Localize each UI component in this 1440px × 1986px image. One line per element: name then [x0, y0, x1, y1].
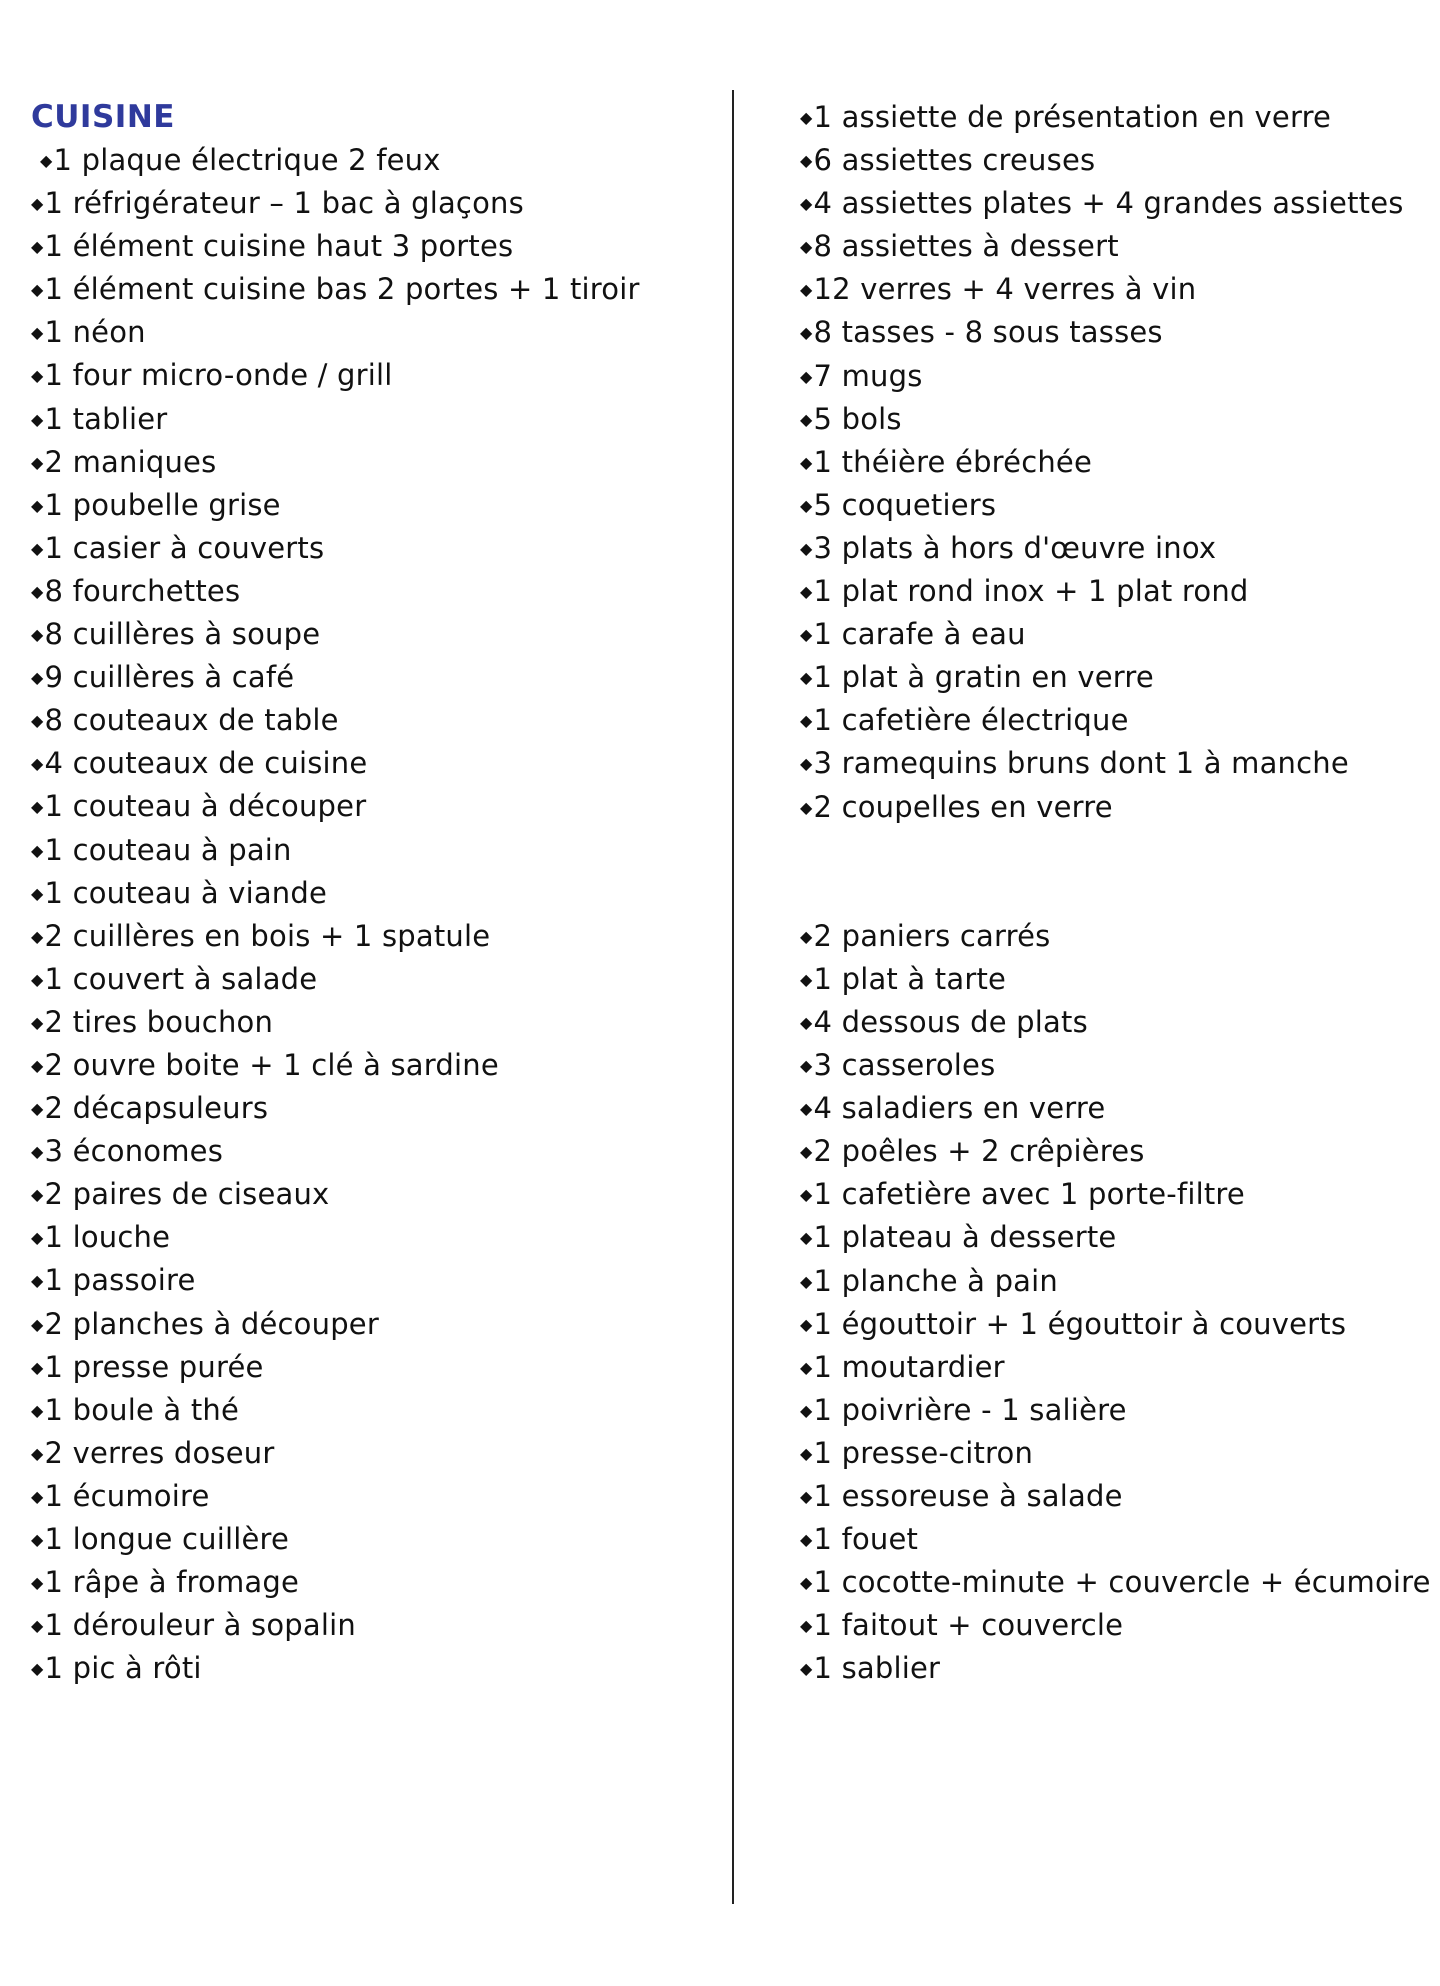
list-item: [31, 1475, 731, 1518]
item-text: 1 plat à tarte: [813, 961, 1007, 996]
item-text: 2 paires de ciseaux: [44, 1177, 330, 1212]
list-item: [31, 398, 731, 441]
item-text: 1 carafe à eau: [813, 617, 1026, 652]
item-text: 1 casier à couverts: [44, 530, 325, 565]
list-item: [31, 354, 731, 397]
bullet-icon: ◆: [800, 1357, 813, 1377]
list-item: [31, 958, 731, 1001]
bullet-icon: ◆: [31, 237, 44, 257]
item-text: 4 dessous de plats: [813, 1004, 1088, 1039]
item-text: 1 plaque électrique 2 feux: [53, 143, 441, 177]
bullet-icon: ◆: [31, 883, 44, 903]
item-text: 1 planche à pain: [813, 1263, 1058, 1298]
bullet-icon: ◆: [31, 1314, 44, 1334]
bullet-icon: ◆: [31, 1142, 44, 1162]
item-text: 1 râpe à fromage: [44, 1565, 300, 1600]
list-item: [31, 1130, 731, 1173]
item-text: 8 assiettes à dessert: [813, 229, 1119, 264]
list-item: [31, 1604, 731, 1647]
list-item: [800, 268, 1420, 311]
item-text: 2 ouvre boite + 1 clé à sardine: [44, 1047, 499, 1082]
bullet-icon: ◆: [31, 797, 44, 817]
bullet-icon: ◆: [31, 1659, 44, 1679]
item-text: 1 élément cuisine haut 3 portes: [44, 229, 514, 264]
bullet-icon: ◆: [800, 1659, 813, 1679]
list-item: [800, 139, 1420, 182]
item-text: 1 élément cuisine bas 2 portes + 1 tiroir: [44, 272, 640, 307]
item-text: 1 louche: [44, 1220, 171, 1255]
list-item: [800, 1475, 1420, 1518]
list-item: [31, 268, 731, 311]
item-text: 1 écumoire: [44, 1478, 210, 1513]
bullet-icon: ◆: [31, 1228, 44, 1248]
bullet-icon: ◆: [31, 452, 44, 472]
bullet-icon: ◆: [31, 1055, 44, 1075]
bullet-icon: ◆: [31, 1486, 44, 1506]
list-item: [800, 958, 1420, 1001]
list-item: [31, 1259, 731, 1302]
list-item: [31, 527, 731, 570]
list-item: [800, 1346, 1420, 1389]
bullet-icon: ◆: [31, 1616, 44, 1636]
item-text: 1 couteau à viande: [44, 875, 328, 910]
bullet-icon: ◆: [31, 969, 44, 989]
item-text: 1 réfrigérateur – 1 bac à glaçons: [44, 186, 524, 221]
bullet-icon: ◆: [31, 366, 44, 386]
list-item: [31, 656, 731, 699]
bullet-icon: ◆: [31, 323, 44, 343]
list-item: [800, 311, 1420, 354]
item-text: 1 égouttoir + 1 égouttoir à couverts: [813, 1306, 1347, 1341]
bullet-icon: ◆: [800, 1012, 813, 1032]
list-item: [31, 311, 731, 354]
list-item: [800, 1518, 1420, 1561]
bullet-icon: ◆: [800, 1573, 813, 1593]
bullet-icon: ◆: [800, 668, 813, 688]
list-item: [800, 1216, 1420, 1259]
bullet-icon: ◆: [800, 323, 813, 343]
item-text: 6 assiettes creuses: [813, 143, 1096, 178]
group-spacer: [800, 829, 1420, 915]
list-item: [31, 1346, 731, 1389]
section-title: CUISINE: [31, 99, 175, 135]
item-text: 1 tablier: [44, 401, 168, 436]
list-item: [31, 1173, 731, 1216]
list-item: [800, 527, 1420, 570]
list-item: [31, 1044, 731, 1087]
item-text: 1 cafetière avec 1 porte-filtre: [813, 1177, 1245, 1212]
bullet-icon: ◆: [800, 1487, 813, 1506]
bullet-icon: ◆: [800, 1228, 813, 1248]
item-text: 1 pic à rôti: [44, 1651, 202, 1686]
list-item: [31, 182, 731, 225]
list-item: [800, 398, 1420, 441]
item-text: 3 ramequins bruns dont 1 à manche: [813, 746, 1349, 781]
list-item: [800, 656, 1420, 699]
list-item: [31, 915, 731, 958]
item-text: 8 couteaux de table: [44, 703, 339, 738]
right-column-list: [800, 96, 1431, 1690]
item-text: 1 sablier: [813, 1651, 941, 1686]
bullet-icon: ◆: [31, 409, 44, 429]
item-text: 7 mugs: [813, 358, 923, 393]
item-text: 1 cafetière électrique: [813, 703, 1129, 738]
bullet-icon: ◆: [800, 797, 813, 817]
bullet-icon: ◆: [800, 625, 813, 645]
list-item: [31, 441, 731, 484]
list-item: [31, 1216, 731, 1259]
bullet-icon: ◆: [800, 538, 813, 558]
list-item: [800, 699, 1420, 742]
bullet-icon: ◆: [31, 1271, 44, 1291]
bullet-icon: ◆: [800, 926, 813, 946]
item-text: 1 presse-citron: [813, 1435, 1034, 1470]
list-item: [31, 742, 731, 785]
list-item: [31, 1087, 731, 1130]
bullet-icon: ◆: [31, 194, 44, 214]
item-text: 1 plat rond inox + 1 plat rond: [813, 574, 1249, 609]
bullet-icon: ◆: [31, 625, 44, 645]
list-item: [31, 785, 731, 828]
item-text: 1 théière ébréchée: [813, 444, 1093, 479]
item-text: 1 plateau à desserte: [813, 1220, 1117, 1255]
list-item: [800, 355, 1420, 398]
item-text: 12 verres + 4 verres à vin: [813, 272, 1197, 307]
item-text: 2 maniques: [44, 444, 217, 479]
list-item: [800, 915, 1420, 958]
item-text: 4 saladiers en verre: [813, 1091, 1106, 1126]
bullet-icon: ◆: [31, 1573, 44, 1593]
bullet-icon: ◆: [31, 926, 44, 946]
item-text: 5 coquetiers: [813, 487, 997, 522]
item-text: 1 couteau à découper: [44, 789, 367, 824]
bullet-icon: ◆: [31, 1530, 44, 1549]
list-item: [800, 1389, 1420, 1432]
item-text: 3 plats à hors d'œuvre inox: [813, 530, 1217, 565]
item-text: 2 paniers carrés: [813, 918, 1051, 953]
list-item: [800, 613, 1420, 656]
bullet-icon: ◆: [800, 237, 813, 257]
bullet-icon: ◆: [800, 1530, 813, 1550]
list-item: [800, 1001, 1420, 1044]
item-text: 1 couteau à pain: [44, 832, 292, 867]
list-item: [800, 441, 1420, 484]
bullet-icon: ◆: [31, 1099, 44, 1119]
bullet-icon: ◆: [31, 280, 44, 300]
item-text: 1 essoreuse à salade: [813, 1479, 1123, 1513]
item-text: 2 décapsuleurs: [44, 1091, 269, 1126]
item-text: 5 bols: [813, 401, 902, 436]
list-item: [31, 1432, 731, 1475]
item-text: 1 faitout + couvercle: [813, 1608, 1124, 1643]
list-item: [31, 139, 731, 182]
bullet-icon: ◆: [800, 452, 813, 472]
list-item: [800, 742, 1420, 785]
item-text: 1 presse purée: [44, 1349, 264, 1384]
bullet-icon: ◆: [800, 495, 813, 515]
bullet-icon: ◆: [31, 754, 44, 774]
list-item: [800, 225, 1420, 268]
item-text: 9 cuillères à café: [44, 660, 295, 695]
item-text: 1 plat à gratin en verre: [813, 660, 1154, 695]
list-item: [800, 1087, 1420, 1130]
bullet-icon: ◆: [800, 280, 813, 300]
bullet-icon: ◆: [31, 538, 44, 558]
bullet-icon: ◆: [40, 151, 53, 170]
list-item: [31, 829, 731, 872]
bullet-icon: ◆: [31, 1012, 44, 1032]
list-item: [800, 1173, 1420, 1216]
bullet-icon: ◆: [800, 1271, 813, 1291]
list-item: [800, 1561, 1431, 1604]
list-item: [800, 1260, 1420, 1303]
list-item: [800, 96, 1420, 139]
bullet-icon: ◆: [800, 711, 813, 731]
bullet-icon: ◆: [800, 582, 813, 602]
bullet-icon: ◆: [31, 495, 44, 515]
list-item: [800, 1604, 1420, 1647]
list-item: [31, 1303, 731, 1346]
bullet-icon: ◆: [800, 194, 813, 214]
bullet-icon: ◆: [800, 1616, 813, 1636]
item-text: 1 passoire: [44, 1263, 196, 1298]
bullet-icon: ◆: [800, 366, 813, 386]
list-item: [31, 699, 731, 742]
bullet-icon: ◆: [800, 1314, 813, 1334]
list-item: [800, 570, 1420, 613]
bullet-icon: ◆: [31, 581, 44, 601]
item-text: 2 planches à découper: [44, 1306, 379, 1341]
item-text: 2 cuillères en bois + 1 spatule: [44, 918, 491, 953]
bullet-icon: ◆: [800, 1056, 813, 1076]
bullet-icon: ◆: [800, 1443, 813, 1463]
bullet-icon: ◆: [800, 409, 813, 429]
item-text: 1 couvert à salade: [44, 961, 318, 996]
item-text: 3 casseroles: [813, 1048, 996, 1083]
item-text: 8 tasses - 8 sous tasses: [813, 315, 1163, 350]
list-item: [31, 1001, 731, 1044]
item-text: 8 fourchettes: [44, 573, 241, 608]
item-text: 1 poubelle grise: [44, 487, 281, 522]
list-item: [31, 1561, 731, 1604]
item-text: 1 poivrière - 1 salière: [813, 1392, 1127, 1427]
item-text: 4 assiettes plates + 4 grandes assiettes: [813, 186, 1404, 221]
item-text: 1 fouet: [813, 1522, 919, 1557]
bullet-icon: ◆: [31, 668, 44, 688]
bullet-icon: ◆: [800, 969, 813, 989]
list-item: [800, 1647, 1420, 1690]
item-text: 1 néon: [44, 315, 146, 350]
bullet-icon: ◆: [800, 1185, 813, 1205]
bullet-icon: ◆: [31, 1400, 44, 1420]
item-text: 1 cocotte-minute + couvercle + écumoire: [813, 1565, 1431, 1600]
bullet-icon: ◆: [31, 1443, 44, 1463]
bullet-icon: ◆: [31, 1185, 44, 1205]
list-item: [800, 786, 1420, 829]
item-text: 1 moutardier: [813, 1349, 1005, 1384]
item-text: 2 poêles + 2 crêpières: [813, 1134, 1145, 1169]
item-text: 1 longue cuillère: [44, 1522, 290, 1556]
bullet-icon: ◆: [800, 1400, 813, 1420]
bullet-icon: ◆: [31, 840, 44, 860]
item-text: 3 économes: [44, 1134, 224, 1169]
list-item: [31, 1647, 731, 1690]
bullet-icon: ◆: [31, 1357, 44, 1377]
list-item: [31, 1389, 731, 1432]
item-text: 2 coupelles en verre: [813, 789, 1113, 824]
bullet-icon: ◆: [800, 754, 813, 774]
item-text: 4 couteaux de cuisine: [44, 746, 368, 781]
bullet-icon: ◆: [800, 108, 813, 127]
list-item: [31, 484, 731, 527]
list-item: [800, 1303, 1420, 1346]
bullet-icon: ◆: [31, 711, 44, 731]
list-item: [31, 570, 731, 613]
item-text: 8 cuillères à soupe: [44, 617, 321, 652]
list-item: [800, 1130, 1420, 1173]
list-item: [31, 613, 731, 656]
list-item: [800, 484, 1420, 527]
item-text: 1 dérouleur à sopalin: [44, 1608, 356, 1643]
list-item: [800, 1044, 1420, 1087]
bullet-icon: ◆: [800, 1099, 813, 1119]
bullet-icon: ◆: [800, 1142, 813, 1162]
list-item: [31, 225, 731, 268]
item-text: 1 four micro-onde / grill: [44, 358, 393, 393]
item-text: 2 tires bouchon: [44, 1004, 274, 1039]
list-item: [31, 1518, 731, 1561]
list-item: [31, 872, 731, 915]
item-text: 2 verres doseur: [44, 1435, 275, 1470]
column-divider: [732, 90, 734, 1904]
list-item: [800, 182, 1420, 225]
bullet-icon: ◆: [800, 151, 813, 171]
item-text: 1 boule à thé: [44, 1392, 240, 1427]
item-text: 1 assiette de présentation en verre: [813, 100, 1332, 134]
list-item: [800, 1432, 1420, 1475]
left-column-list: [31, 139, 731, 1690]
